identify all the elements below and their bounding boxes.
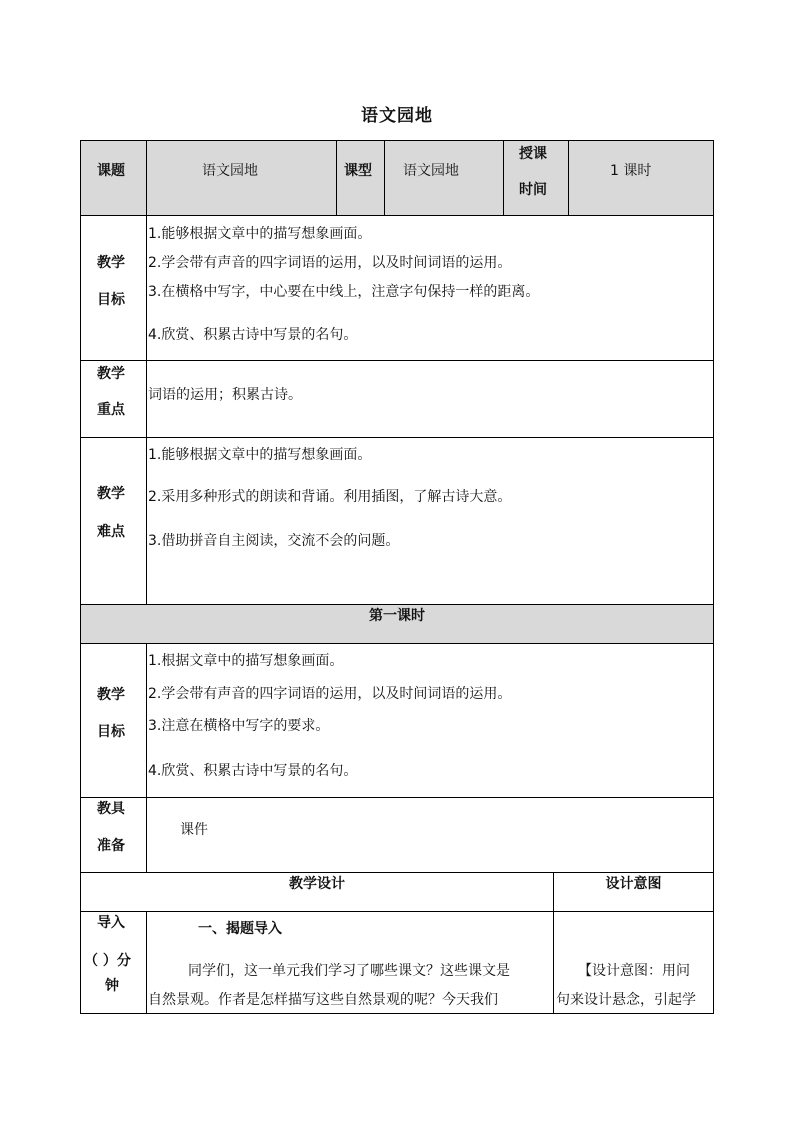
goals-label-line1: 教学	[97, 255, 125, 271]
design-header: 教学设计	[289, 876, 345, 892]
tools-label-line1: 教具	[97, 801, 125, 817]
difficulty-item: 3.借助拼音自主阅读，交流不会的问题。	[148, 533, 400, 549]
tools-content-cell	[146, 797, 714, 873]
intent-line: 【设计意图：用问	[578, 963, 690, 979]
goals-label-cell	[80, 215, 147, 361]
tools-value: 课件	[180, 822, 208, 838]
difficulty-label-cell	[80, 437, 147, 605]
difficulty-item: 1.能够根据文章中的描写想象画面。	[148, 447, 372, 463]
tools-label-line2: 准备	[97, 838, 125, 854]
goal-item: 2.学会带有声音的四字词语的运用，以及时间词语的运用。	[148, 255, 512, 271]
page-title: 语文园地	[361, 106, 433, 126]
goal-item: 4.欣赏、积累古诗中写景的名句。	[148, 327, 358, 343]
focus-label-line1: 教学	[97, 366, 125, 382]
topic-label: 课题	[97, 163, 125, 179]
intro-line: 自然景观。作者是怎样描写这些自然景观的呢？今天我们	[148, 992, 498, 1008]
difficulty-label-line1: 教学	[97, 486, 125, 502]
intro-label-line3: 钟	[105, 978, 119, 994]
type-label: 课型	[344, 163, 372, 179]
lesson1-goal-item: 1.根据文章中的描写想象画面。	[148, 653, 344, 669]
lesson1-goal-item: 4.欣赏、积累古诗中写景的名句。	[148, 763, 358, 779]
lesson1-goals-label-cell	[80, 643, 147, 798]
goal-item: 3.在横格中写字，中心要在中线上，注意字句保持一样的距离。	[148, 284, 540, 300]
goals-label-line2: 目标	[97, 292, 125, 308]
time-label-line1: 授课	[519, 146, 547, 162]
focus-label-line2: 重点	[97, 402, 125, 418]
intent-line: 句来设计悬念，引起学	[556, 992, 696, 1008]
lesson1-goals-label-line2: 目标	[97, 724, 125, 740]
intent-header: 设计意图	[605, 876, 662, 892]
time-value: 1 课时	[610, 163, 652, 179]
lesson1-goals-label-line1: 教学	[97, 687, 125, 703]
topic-value: 语文园地	[202, 163, 258, 179]
lesson1-goal-item: 2.学会带有声音的四字词语的运用，以及时间词语的运用。	[148, 686, 512, 702]
goal-item: 1.能够根据文章中的描写想象画面。	[148, 226, 372, 242]
difficulty-item: 2.采用多种形式的朗读和背诵。利用插图，了解古诗大意。	[148, 489, 512, 505]
intro-section-title: 一、揭题导入	[198, 921, 282, 937]
type-value: 语文园地	[403, 163, 459, 179]
focus-text: 词语的运用；积累古诗。	[148, 387, 302, 403]
intro-line: 同学们，这一单元我们学习了哪些课文？这些课文是	[188, 963, 510, 979]
difficulty-label-line2: 难点	[97, 524, 125, 540]
intro-label-line2: （ ）分	[84, 953, 131, 969]
lesson1-goal-item: 3.注意在横格中写字的要求。	[148, 718, 330, 734]
intro-label-line1: 导入	[97, 915, 125, 931]
time-label-line2: 时间	[519, 182, 547, 198]
lesson1-heading: 第一课时	[369, 608, 425, 624]
